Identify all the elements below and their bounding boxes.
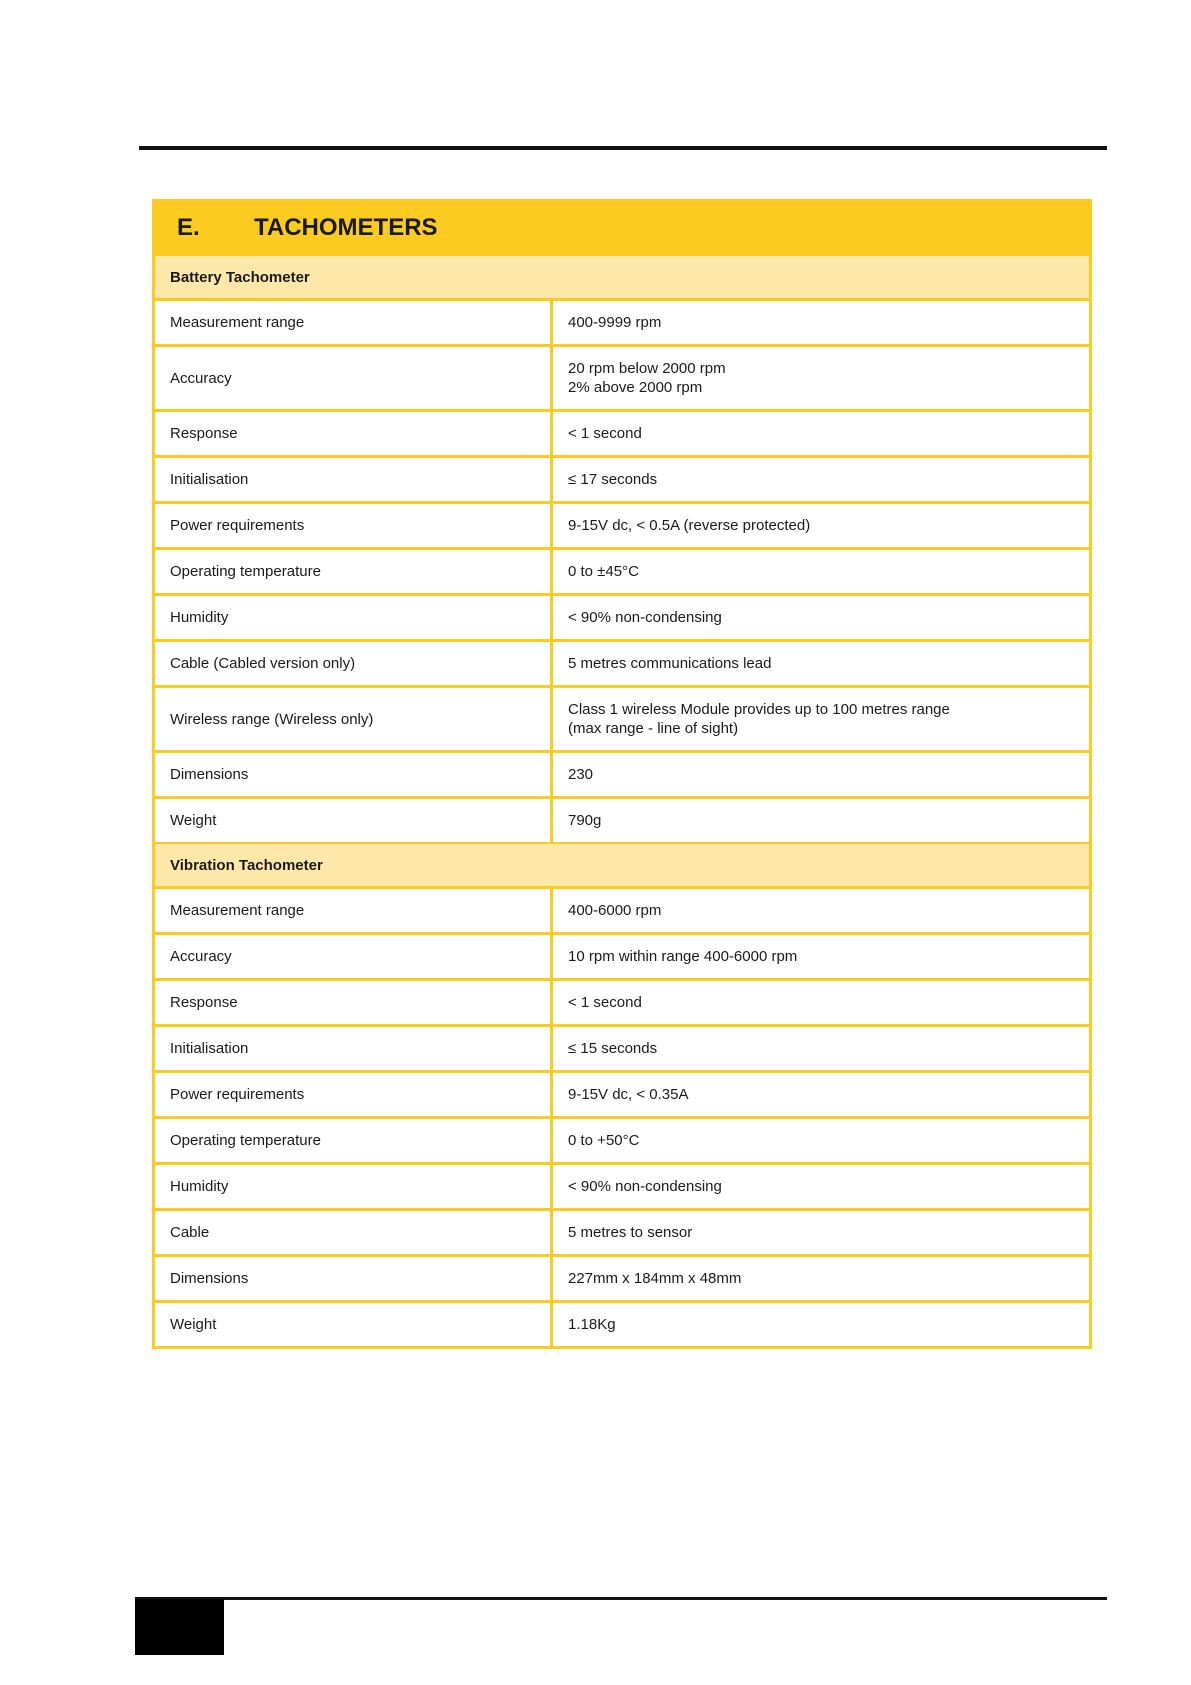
value-line: (max range - line of sight) [568, 720, 739, 737]
table-title-bar [155, 202, 1089, 254]
value-line: 20 rpm below 2000 rpm [568, 360, 726, 377]
value-line: ≤ 17 seconds [568, 471, 658, 488]
value-line: 2% above 2000 rpm [568, 379, 703, 396]
table-row [155, 1116, 1089, 1162]
table-row [155, 796, 1089, 842]
value-line: 1.18Kg [568, 1316, 616, 1333]
row-value [553, 1027, 1089, 1070]
table-row [155, 593, 1089, 639]
table-row [155, 978, 1089, 1024]
table-row [155, 455, 1089, 501]
value-line: < 1 second [568, 425, 642, 442]
value-line: ≤ 15 seconds [568, 1040, 658, 1057]
table-row [155, 639, 1089, 685]
row-label: Dimensions [155, 753, 553, 796]
row-label: Initialisation [155, 1027, 553, 1070]
row-label: Initialisation [155, 458, 553, 501]
row-value [553, 688, 1089, 750]
value-line: 9-15V dc, < 0.35A [568, 1086, 689, 1103]
value-line: 5 metres communications lead [568, 655, 772, 672]
value-line: 10 rpm within range 400-6000 rpm [568, 948, 798, 965]
row-value [553, 504, 1089, 547]
header-rule [139, 146, 1107, 150]
section-header-battery: Battery Tachometer [155, 254, 1089, 298]
row-label: Dimensions [155, 1257, 553, 1300]
row-value [553, 596, 1089, 639]
table-row [155, 344, 1089, 409]
page-number-tab [135, 1599, 224, 1655]
table-row [155, 886, 1089, 932]
section-header-vibration: Vibration Tachometer [155, 842, 1089, 886]
row-value [553, 550, 1089, 593]
row-value [553, 301, 1089, 344]
value-line: 230 [568, 766, 594, 783]
table-row [155, 501, 1089, 547]
row-value [553, 347, 1089, 409]
row-label: Weight [155, 1303, 553, 1346]
row-value [553, 1073, 1089, 1116]
value-line: 400-6000 rpm [568, 902, 662, 919]
table-row [155, 1254, 1089, 1300]
row-label: Operating temperature [155, 550, 553, 593]
row-value [553, 1303, 1089, 1346]
row-value [553, 412, 1089, 455]
table-row [155, 1070, 1089, 1116]
table-row [155, 409, 1089, 455]
specifications-table [152, 199, 1092, 1349]
row-value [553, 642, 1089, 685]
table-row [155, 750, 1089, 796]
value-line: 0 to +50°C [568, 1132, 640, 1149]
table-row [155, 547, 1089, 593]
section-title: TACHOMETERS [254, 214, 438, 241]
row-label: Accuracy [155, 935, 553, 978]
row-value [553, 1211, 1089, 1254]
value-line: 227mm x 184mm x 48mm [568, 1270, 742, 1287]
value-line: < 1 second [568, 994, 642, 1011]
value-line: < 90% non-condensing [568, 1178, 722, 1195]
table-row [155, 685, 1089, 750]
value-line: < 90% non-condensing [568, 609, 722, 626]
row-value [553, 458, 1089, 501]
row-value [553, 1257, 1089, 1300]
row-label: Power requirements [155, 1073, 553, 1116]
value-line: Class 1 wireless Module provides up to 100 metres range [568, 701, 950, 718]
row-value [553, 799, 1089, 842]
row-value [553, 1165, 1089, 1208]
value-line: 400-9999 rpm [568, 314, 662, 331]
row-label: Weight [155, 799, 553, 842]
row-label: Cable [155, 1211, 553, 1254]
row-value [553, 753, 1089, 796]
value-line: 5 metres to sensor [568, 1224, 693, 1241]
row-label: Power requirements [155, 504, 553, 547]
table-row [155, 1024, 1089, 1070]
table-row [155, 1208, 1089, 1254]
value-line: 9-15V dc, < 0.5A (reverse protected) [568, 517, 811, 534]
value-line: 790g [568, 812, 602, 829]
section-letter: E. [177, 214, 200, 241]
row-label: Accuracy [155, 347, 553, 409]
footer-rule [135, 1597, 1107, 1600]
row-label: Response [155, 412, 553, 455]
row-label: Measurement range [155, 889, 553, 932]
row-value [553, 935, 1089, 978]
row-label: Cable (Cabled version only) [155, 642, 553, 685]
table-row [155, 932, 1089, 978]
row-value [553, 981, 1089, 1024]
row-label: Humidity [155, 596, 553, 639]
row-label: Measurement range [155, 301, 553, 344]
row-value [553, 1119, 1089, 1162]
row-label: Operating temperature [155, 1119, 553, 1162]
table-row [155, 1162, 1089, 1208]
row-label: Humidity [155, 1165, 553, 1208]
row-label: Wireless range (Wireless only) [155, 688, 553, 750]
row-value [553, 889, 1089, 932]
table-row [155, 298, 1089, 344]
value-line: 0 to ±45°C [568, 563, 639, 580]
table-row [155, 1300, 1089, 1346]
row-label: Response [155, 981, 553, 1024]
